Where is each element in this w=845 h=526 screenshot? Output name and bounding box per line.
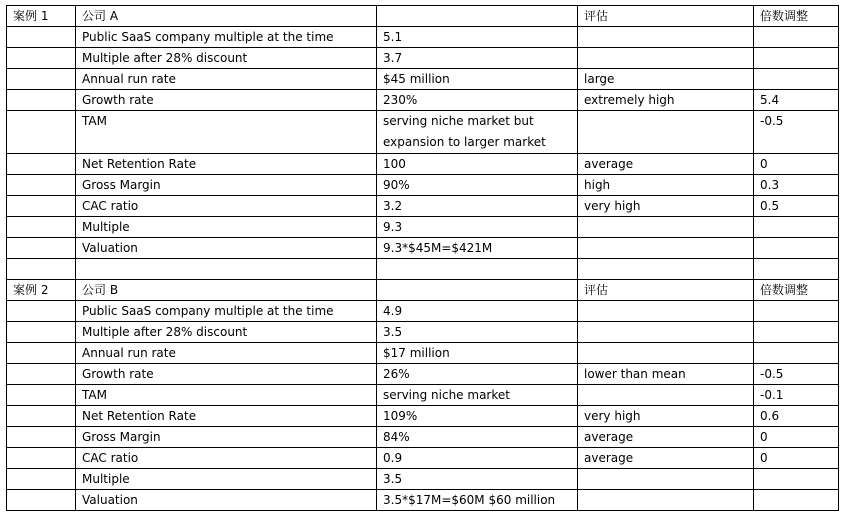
adjust-header: 倍数调整 xyxy=(754,280,839,301)
metric-label: Net Retention Rate xyxy=(76,154,377,175)
table-row xyxy=(7,343,839,364)
case-1-header-row xyxy=(7,6,839,27)
metric-value: 90% xyxy=(377,175,578,196)
metric-value: serving niche market xyxy=(377,385,578,406)
metric-label: Multiple after 28% discount xyxy=(76,322,377,343)
metric-value: 9.3*$45M=$421M xyxy=(377,238,578,259)
metric-label: Annual run rate xyxy=(76,69,377,90)
metric-value: 5.1 xyxy=(377,27,578,48)
metric-label: CAC ratio xyxy=(76,448,377,469)
metric-eval xyxy=(578,48,754,69)
metric-label: Growth rate xyxy=(76,364,377,385)
metric-label: Multiple xyxy=(76,469,377,490)
table-row xyxy=(7,406,839,427)
metric-label: Gross Margin xyxy=(76,175,377,196)
adjust-header: 倍数调整 xyxy=(754,6,839,27)
metric-value: 3.7 xyxy=(377,48,578,69)
value-header-cell xyxy=(377,6,578,27)
metric-label: Valuation xyxy=(76,490,377,511)
table-row xyxy=(7,175,839,196)
table-row xyxy=(7,27,839,48)
metric-adjust: 0 xyxy=(754,427,839,448)
metric-eval xyxy=(578,217,754,238)
metric-adjust xyxy=(754,48,839,69)
metric-adjust: 0.3 xyxy=(754,175,839,196)
company-name: 公司 A xyxy=(76,6,377,27)
metric-label: Public SaaS company multiple at the time xyxy=(76,27,377,48)
metric-label: Public SaaS company multiple at the time xyxy=(76,301,377,322)
valuation-table xyxy=(6,5,839,511)
table-row xyxy=(7,301,839,322)
metric-eval: very high xyxy=(578,406,754,427)
metric-value: 3.2 xyxy=(377,196,578,217)
metric-value: 3.5 xyxy=(377,469,578,490)
metric-adjust: 0 xyxy=(754,154,839,175)
metric-value: 84% xyxy=(377,427,578,448)
metric-value: 0.9 xyxy=(377,448,578,469)
metric-value: 9.3 xyxy=(377,217,578,238)
value-header-cell xyxy=(377,280,578,301)
metric-value: 4.9 xyxy=(377,301,578,322)
metric-label: CAC ratio xyxy=(76,196,377,217)
table-row xyxy=(7,217,839,238)
metric-label: Growth rate xyxy=(76,90,377,111)
metric-value: 109% xyxy=(377,406,578,427)
metric-adjust xyxy=(754,27,839,48)
eval-header: 评估 xyxy=(578,280,754,301)
metric-adjust: 0.6 xyxy=(754,406,839,427)
table-row xyxy=(7,69,839,90)
metric-adjust: 0 xyxy=(754,448,839,469)
metric-adjust: -0.5 xyxy=(754,364,839,385)
metric-label: Net Retention Rate xyxy=(76,406,377,427)
table-row xyxy=(7,238,839,259)
metric-eval xyxy=(578,27,754,48)
table-row xyxy=(7,196,839,217)
metric-eval: lower than mean xyxy=(578,364,754,385)
table-row xyxy=(7,90,839,111)
metric-adjust xyxy=(754,217,839,238)
metric-eval: average xyxy=(578,448,754,469)
metric-eval xyxy=(578,469,754,490)
company-name: 公司 B xyxy=(76,280,377,301)
eval-header: 评估 xyxy=(578,6,754,27)
metric-eval xyxy=(578,238,754,259)
metric-value: $45 million xyxy=(377,69,578,90)
metric-adjust xyxy=(754,322,839,343)
metric-value: serving niche market but expansion to larger market xyxy=(377,111,578,154)
table-row xyxy=(7,490,839,511)
table-row xyxy=(7,469,839,490)
table-row xyxy=(7,111,839,154)
metric-eval xyxy=(578,490,754,511)
metric-label: TAM xyxy=(76,111,377,154)
case-label: 案例 1 xyxy=(7,6,76,27)
metric-adjust: 0.5 xyxy=(754,196,839,217)
table-row xyxy=(7,385,839,406)
table-row xyxy=(7,427,839,448)
metric-adjust xyxy=(754,69,839,90)
metric-eval xyxy=(578,385,754,406)
metric-label: Valuation xyxy=(76,238,377,259)
spacer-row xyxy=(7,259,839,280)
metric-value: $17 million xyxy=(377,343,578,364)
metric-adjust xyxy=(754,343,839,364)
metric-eval: extremely high xyxy=(578,90,754,111)
case-2-header-row xyxy=(7,280,839,301)
table-row xyxy=(7,322,839,343)
metric-adjust: 5.4 xyxy=(754,90,839,111)
metric-eval xyxy=(578,343,754,364)
metric-value: 100 xyxy=(377,154,578,175)
metric-label: TAM xyxy=(76,385,377,406)
metric-adjust xyxy=(754,238,839,259)
metric-adjust xyxy=(754,301,839,322)
metric-value: 3.5*$17M=$60M $60 million xyxy=(377,490,578,511)
metric-eval xyxy=(578,111,754,154)
metric-adjust: -0.5 xyxy=(754,111,839,154)
metric-label: Gross Margin xyxy=(76,427,377,448)
case-label: 案例 2 xyxy=(7,280,76,301)
metric-value: 230% xyxy=(377,90,578,111)
metric-value: 26% xyxy=(377,364,578,385)
metric-label: Multiple xyxy=(76,217,377,238)
metric-adjust xyxy=(754,469,839,490)
table-row xyxy=(7,448,839,469)
metric-eval xyxy=(578,301,754,322)
metric-eval: high xyxy=(578,175,754,196)
metric-label: Multiple after 28% discount xyxy=(76,48,377,69)
metric-value: 3.5 xyxy=(377,322,578,343)
metric-eval xyxy=(578,322,754,343)
metric-adjust: -0.1 xyxy=(754,385,839,406)
metric-eval: average xyxy=(578,154,754,175)
table-row xyxy=(7,364,839,385)
metric-label: Annual run rate xyxy=(76,343,377,364)
table-row xyxy=(7,154,839,175)
metric-eval: very high xyxy=(578,196,754,217)
metric-adjust xyxy=(754,490,839,511)
metric-eval: average xyxy=(578,427,754,448)
metric-eval: large xyxy=(578,69,754,90)
table-row xyxy=(7,48,839,69)
